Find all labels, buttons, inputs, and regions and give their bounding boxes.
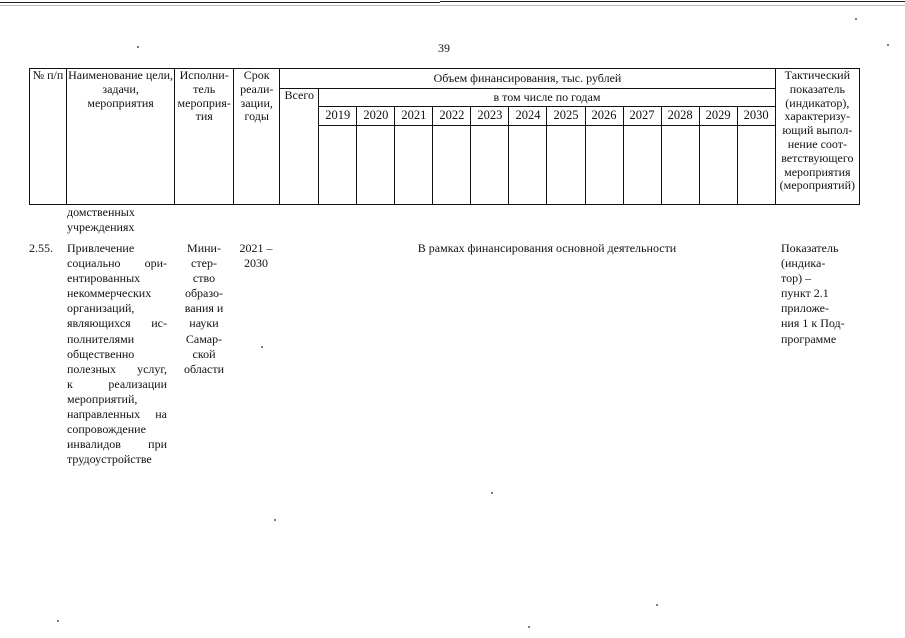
year-cell-empty — [357, 126, 395, 205]
header-executor: Исполни-тель мероприя-тия — [175, 69, 234, 205]
row-indicator-line: (индика- — [781, 256, 826, 271]
year-cell-empty — [699, 126, 737, 205]
year-2027: 2027 — [623, 107, 661, 126]
scan-speck — [887, 44, 889, 46]
row-term-line: 2030 — [244, 256, 268, 271]
scan-speck — [491, 492, 493, 494]
row-financing-note: В рамках финансирования основной деятельности — [417, 241, 677, 255]
year-cell-empty — [471, 126, 509, 205]
carryover-line: домственных — [67, 205, 135, 219]
row-indicator-line: Показатель — [781, 241, 839, 255]
row-executor-line: Самар- — [185, 331, 223, 346]
year-2024: 2024 — [509, 107, 547, 126]
header-num: № п/п — [30, 69, 67, 205]
year-cell-empty — [547, 126, 585, 205]
row-executor-line: области — [183, 361, 225, 376]
scan-speck — [528, 626, 530, 628]
row-name-line: сопровождение — [67, 422, 146, 437]
row-name-line: к реализации — [67, 376, 167, 391]
year-cell-empty — [585, 126, 623, 205]
header-table — [29, 68, 860, 205]
year-2026: 2026 — [585, 107, 623, 126]
row-name-line: трудоустройстве — [67, 452, 152, 467]
year-2020: 2020 — [357, 107, 395, 126]
scan-edge-line — [0, 2, 440, 3]
row-name-line: ентированных — [67, 271, 141, 286]
row-name-line: общественно — [67, 346, 135, 361]
row-executor-line: ство — [192, 271, 216, 286]
header-term: Срок реали-зации, годы — [234, 69, 280, 205]
year-2029: 2029 — [699, 107, 737, 126]
row-name-line: направленных на — [67, 407, 167, 422]
row-executor-line: вания и — [184, 301, 224, 316]
row-term — [233, 241, 279, 271]
row-name-line: Привлечение — [67, 241, 135, 255]
row-name-line: полезных услуг, — [67, 361, 167, 376]
scan-speck — [274, 519, 276, 521]
header-financing: Объем финансирования, тыс. рублей — [280, 69, 775, 89]
row-executor-line: стер- — [191, 256, 217, 271]
row-name-line: организаций, — [67, 301, 135, 316]
carryover-text — [67, 205, 177, 235]
year-2030: 2030 — [737, 107, 775, 126]
row-indicator-line: ния 1 к Под- — [781, 316, 845, 331]
row-name-line: инвалидов при — [67, 437, 167, 452]
year-cell-empty — [737, 126, 775, 205]
year-cell-empty — [395, 126, 433, 205]
row-indicator-line: тор) – — [781, 271, 812, 286]
row-indicator-line: пункт 2.1 — [781, 286, 829, 301]
row-indicator — [781, 241, 865, 347]
page-number: 39 — [438, 41, 450, 55]
header-name: Наименование цели, задачи, мероприятия — [67, 69, 175, 205]
row-name-line: являющихся ис- — [67, 316, 167, 331]
year-2028: 2028 — [661, 107, 699, 126]
header-total: Всего — [280, 89, 319, 205]
scan-speck — [57, 620, 59, 622]
year-cell-empty — [509, 126, 547, 205]
scan-speck — [855, 18, 857, 20]
scan-speck — [656, 604, 658, 606]
row-executor — [176, 241, 232, 377]
year-2022: 2022 — [433, 107, 471, 126]
header-indicator: Тактический показатель (индикатор), характеризу-ющий выпол-нение соот-ветствующего мероприятия (мероприятий) — [775, 69, 859, 205]
year-cell-empty — [319, 126, 357, 205]
year-2025: 2025 — [547, 107, 585, 126]
scan-speck — [261, 346, 263, 348]
scan-speck — [137, 46, 139, 48]
year-2023: 2023 — [471, 107, 509, 126]
row-name-line: социально ори- — [67, 256, 167, 271]
row-name-line: полнителями — [67, 331, 135, 346]
scan-edge-line — [440, 1, 905, 2]
row-name — [67, 241, 167, 467]
row-indicator-line: приложе- — [781, 301, 829, 316]
row-number: 2.55. — [29, 241, 53, 255]
row-name-line: мероприятий, — [67, 391, 138, 406]
carryover-line: учреждениях — [67, 220, 135, 235]
year-cell-empty — [433, 126, 471, 205]
row-executor-line: науки — [189, 316, 219, 331]
year-2021: 2021 — [395, 107, 433, 126]
year-cell-empty — [661, 126, 699, 205]
row-term-line: 2021 – — [239, 241, 273, 255]
row-name-line: некоммерческих — [67, 286, 152, 301]
year-cell-empty — [623, 126, 661, 205]
year-2019: 2019 — [319, 107, 357, 126]
row-executor-line: Мини- — [187, 241, 221, 255]
header-by-years: в том числе по годам — [319, 89, 775, 107]
row-executor-line: образо- — [184, 286, 224, 301]
row-indicator-line: программе — [781, 331, 837, 346]
scan-edge-line — [0, 5, 905, 6]
row-executor-line: ской — [192, 346, 216, 361]
